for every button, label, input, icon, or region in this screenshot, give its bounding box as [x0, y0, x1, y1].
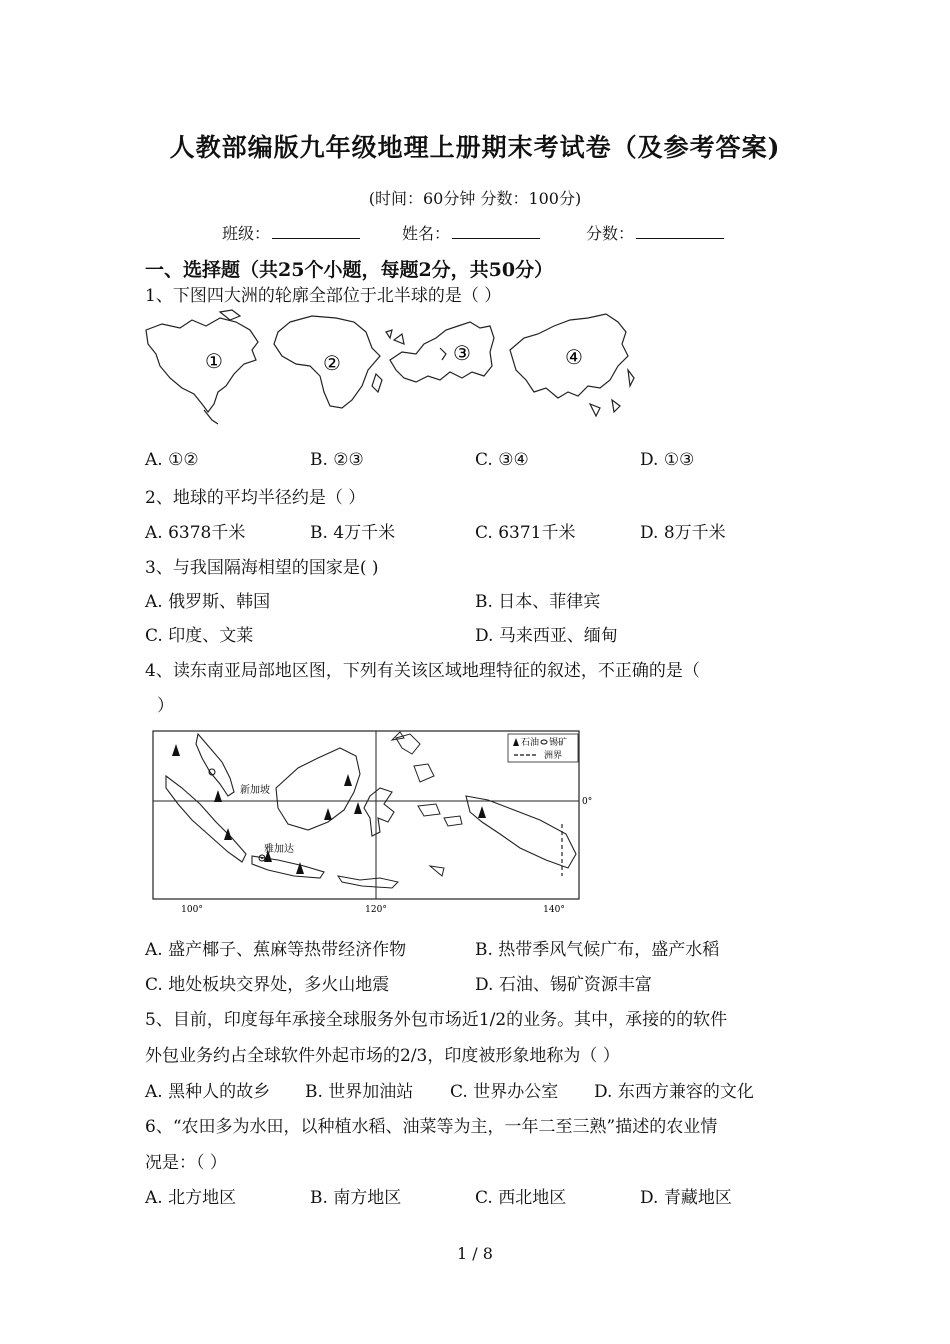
continent-label-4: ④ — [565, 345, 583, 369]
class-label: 班级： — [222, 224, 271, 243]
city-singapore: 新加坡 — [240, 785, 270, 796]
continent-label-2: ② — [323, 351, 341, 375]
q2-option-d[interactable]: D. 8万千米 — [640, 523, 726, 543]
class-blank[interactable] — [272, 222, 360, 239]
page-number: 1 / 8 — [457, 1244, 493, 1263]
q2-option-b[interactable]: B. 4万千米 — [310, 523, 396, 543]
q2-option-a[interactable]: A. 6378千米 — [145, 523, 246, 543]
q2-stem: 2、地球的平均半径约是（ ） — [145, 488, 366, 508]
q3-option-b[interactable]: B. 日本、菲律宾 — [475, 592, 601, 612]
score-label: 分数： — [586, 224, 635, 243]
page-title: 人教部编版九年级地理上册期末考试卷（及参考答案) — [169, 133, 781, 162]
q4-option-d[interactable]: D. 石油、锡矿资源丰富 — [475, 975, 652, 995]
continent-label-1: ① — [205, 349, 223, 373]
map-legend — [508, 734, 578, 762]
continent-label-3: ③ — [453, 341, 471, 365]
q3-option-d[interactable]: D. 马来西亚、缅甸 — [475, 626, 618, 646]
q5-stem-line2: 外包业务约占全球软件外起市场的2/3，印度被形象地称为（ ） — [145, 1046, 620, 1066]
q3-option-a[interactable]: A. 俄罗斯、韩国 — [145, 592, 271, 612]
q6-option-d[interactable]: D. 青藏地区 — [640, 1188, 732, 1208]
q1-option-c[interactable]: C. ③④ — [475, 450, 529, 470]
lon-label-140: 140° — [543, 905, 565, 915]
q1-stem: 1、下图四大洲的轮廓全部位于北半球的是（ ） — [145, 286, 502, 306]
lon-label-100: 100° — [181, 905, 203, 915]
legend-tin: 锡矿 — [549, 738, 568, 748]
q4-option-c[interactable]: C. 地处板块交界处，多火山地震 — [145, 975, 390, 995]
q4-stem-line1: 4、读东南亚局部地区图，下列有关该区域地理特征的叙述，不正确的是（ — [145, 661, 700, 681]
q5-stem-line1: 5、目前，印度每年承接全球服务外包市场近1/2的业务。其中，承接的的软件 — [145, 1010, 728, 1030]
name-label: 姓名： — [402, 224, 451, 243]
europe-outline — [386, 322, 494, 382]
score-field — [586, 221, 724, 244]
q5-option-d[interactable]: D. 东西方兼容的文化 — [594, 1082, 754, 1102]
legend-boundary: 洲界 — [544, 751, 563, 761]
name-blank[interactable] — [452, 222, 540, 239]
exam-time-score: (时间：60分钟 分数：100分) — [368, 189, 582, 208]
q1-continents-figure — [140, 308, 640, 428]
q2-option-c[interactable]: C. 6371千米 — [475, 523, 576, 543]
q1-option-d[interactable]: D. ①③ — [640, 450, 695, 470]
q3-option-c[interactable]: C. 印度、文莱 — [145, 626, 254, 646]
lon-label-120: 120° — [365, 905, 387, 915]
score-blank[interactable] — [636, 222, 724, 239]
north-america-outline — [146, 310, 258, 424]
q6-option-b[interactable]: B. 南方地区 — [310, 1188, 402, 1208]
class-field — [222, 221, 360, 244]
q6-stem-line1: 6、“农田多为水田，以种植水稻、油菜等为主，一年二至三熟”描述的农业情 — [145, 1117, 718, 1137]
section-heading: 一、选择题（共25个小题，每题2分，共50分） — [145, 259, 554, 281]
q4-southeast-asia-map — [148, 726, 598, 916]
q6-option-a[interactable]: A. 北方地区 — [145, 1188, 237, 1208]
legend-oil: 石油 — [521, 738, 540, 748]
q5-option-a[interactable]: A. 黑种人的故乡 — [145, 1082, 271, 1102]
q5-option-b[interactable]: B. 世界加油站 — [305, 1082, 414, 1102]
name-field — [402, 221, 540, 244]
lat-label-0: 0° — [582, 797, 593, 807]
q1-option-b[interactable]: B. ②③ — [310, 450, 364, 470]
q4-option-a[interactable]: A. 盛产椰子、蕉麻等热带经济作物 — [145, 940, 407, 960]
q4-option-b[interactable]: B. 热带季风气候广布，盛产水稻 — [475, 940, 720, 960]
q3-stem: 3、与我国隔海相望的国家是( ) — [145, 558, 379, 578]
q5-option-c[interactable]: C. 世界办公室 — [450, 1082, 559, 1102]
city-jakarta: 雅加达 — [264, 844, 294, 855]
q1-option-a[interactable]: A. ①② — [145, 450, 199, 470]
q6-option-c[interactable]: C. 西北地区 — [475, 1188, 567, 1208]
q6-stem-line2: 况是：（ ） — [145, 1153, 227, 1173]
q4-stem-line2: ） — [157, 696, 174, 716]
